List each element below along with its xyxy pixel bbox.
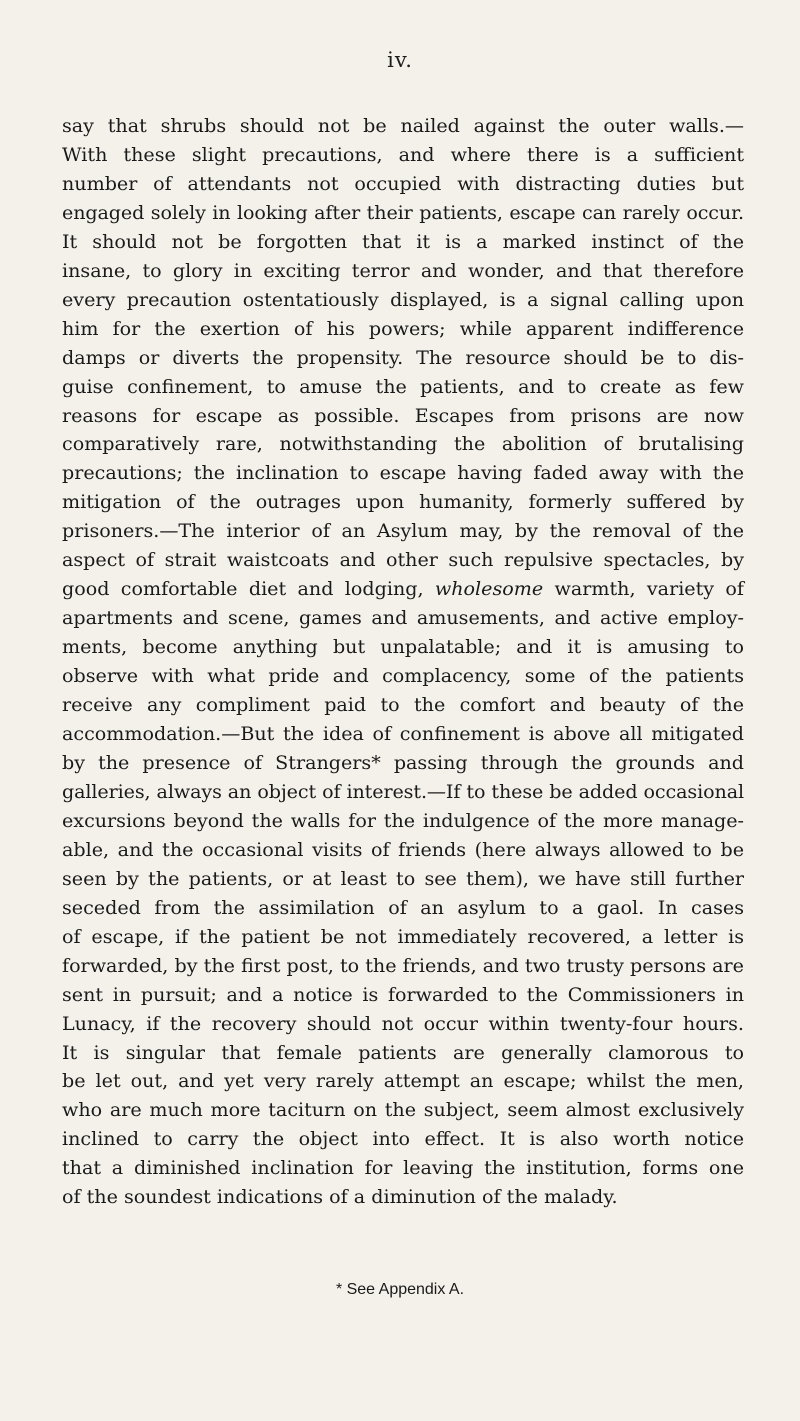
text-segment: of escape, if the patient be not immediately recovered, a letter is [62,924,744,948]
text-line [62,373,744,402]
text-line [62,199,744,228]
text-segment: who are much more taciturn on the subject, seem almost exclusively [62,1098,744,1122]
body-text [62,112,744,1212]
text-segment: precautions; the inclination to escape having faded away with the [62,461,744,485]
text-segment: that a diminished inclination for leaving the institution, forms one [62,1156,744,1180]
text-segment: apartments and scene, games and amusements, and active employ- [62,606,744,630]
text-line [62,257,744,286]
text-line [62,604,744,633]
text-line [62,1067,744,1096]
text-line [62,575,744,604]
text-line [62,749,744,778]
text-segment: be let out, and yet very rarely attempt an escape; whilst the men, [62,1069,744,1093]
text-segment: guise confinement, to amuse the patients, and to create as few [62,374,744,398]
text-line [62,923,744,952]
text-line [62,344,744,373]
text-line [62,807,744,836]
text-segment: sent in pursuit; and a notice is forwarded to the Commissioners in [62,982,744,1006]
text-line [62,720,744,749]
page-number: iv. [387,48,413,72]
text-line [62,228,744,257]
text-line [62,546,744,575]
text-segment: seen by the patients, or at least to see them), we have still further [62,866,744,890]
text-line [62,836,744,865]
text-line [62,1125,744,1154]
text-segment: mitigation of the outrages upon humanity, formerly suffered by [62,490,744,514]
text-segment: aspect of strait waistcoats and other such repulsive spectacles, by [62,548,744,572]
text-line [62,430,744,459]
text-segment: damps or diverts the propensity. The resource should be to dis- [62,345,744,369]
text-line [62,286,744,315]
text-segment: With these slight precautions, and where there is a sufficient [62,142,744,166]
text-segment: It should not be forgotten that it is a marked instinct of the [62,229,744,253]
text-line [62,141,744,170]
text-line [62,981,744,1010]
text-segment: reasons for escape as possible. Escapes from prisons are now [62,403,744,427]
emphasized-text: wholesome [434,577,544,601]
text-segment: say that shrubs should not be nailed against the outer walls.— [62,114,744,137]
text-segment: good comfortable diet and lodging, [62,577,435,601]
text-line [62,112,744,141]
text-line [62,1183,744,1212]
text-segment: Lunacy, if the recovery should not occur within twenty-four hours. [62,1011,744,1035]
text-segment: galleries, always an object of interest.—If to these be added occasional [62,779,744,803]
text-segment: It is singular that female patients are generally clamorous to [62,1040,744,1064]
text-line [62,691,744,720]
text-line [62,952,744,981]
text-segment: seceded from the assimilation of an asylum to a gaol. In cases [62,895,744,919]
text-line [62,488,744,517]
text-line [62,459,744,488]
text-segment: insane, to glory in exciting terror and wonder, and that therefore [62,258,744,282]
text-line [62,170,744,199]
text-segment: engaged solely in looking after their patients, escape can rarely occur. [62,200,744,224]
text-line [62,1154,744,1183]
text-line [62,633,744,662]
text-line [62,894,744,923]
text-line [62,1096,744,1125]
text-segment: every precaution ostentatiously displayed, is a signal calling upon [62,287,744,311]
text-segment: by the presence of Strangers* passing through the grounds and [62,750,744,774]
text-segment: number of attendants not occupied with distracting duties but [62,171,744,195]
footnote: * See Appendix A. [335,1281,465,1298]
text-segment: inclined to carry the object into effect. It is also worth notice [62,1127,744,1151]
text-segment: observe with what pride and complacency, some of the patients [62,664,744,688]
text-segment: forwarded, by the first post, to the friends, and two trusty persons are [62,953,744,977]
text-line [62,517,744,546]
text-segment: excursions beyond the walls for the indulgence of the more manage- [62,808,744,832]
text-segment: receive any compliment paid to the comfort and beauty of the [62,693,744,717]
text-line [62,402,744,431]
text-line [62,662,744,691]
text-segment: of the soundest indications of a diminution of the malady. [62,1185,618,1209]
text-line [62,1039,744,1068]
text-segment: prisoners.—The interior of an Asylum may, by the removal of the [62,519,744,543]
text-segment: ments, become anything but unpalatable; and it is amusing to [62,635,744,659]
text-segment: comparatively rare, notwithstanding the abolition of brutalising [62,432,744,456]
text-segment: him for the exertion of his powers; while apparent indifference [62,316,744,340]
text-segment: warmth, variety of [543,577,744,601]
text-line [62,315,744,344]
text-line [62,778,744,807]
text-line [62,1010,744,1039]
text-segment: able, and the occasional visits of friends (here always allowed to be [62,837,744,861]
text-line [62,865,744,894]
text-segment: accommodation.—But the idea of confinement is above all mitigated [62,722,744,746]
